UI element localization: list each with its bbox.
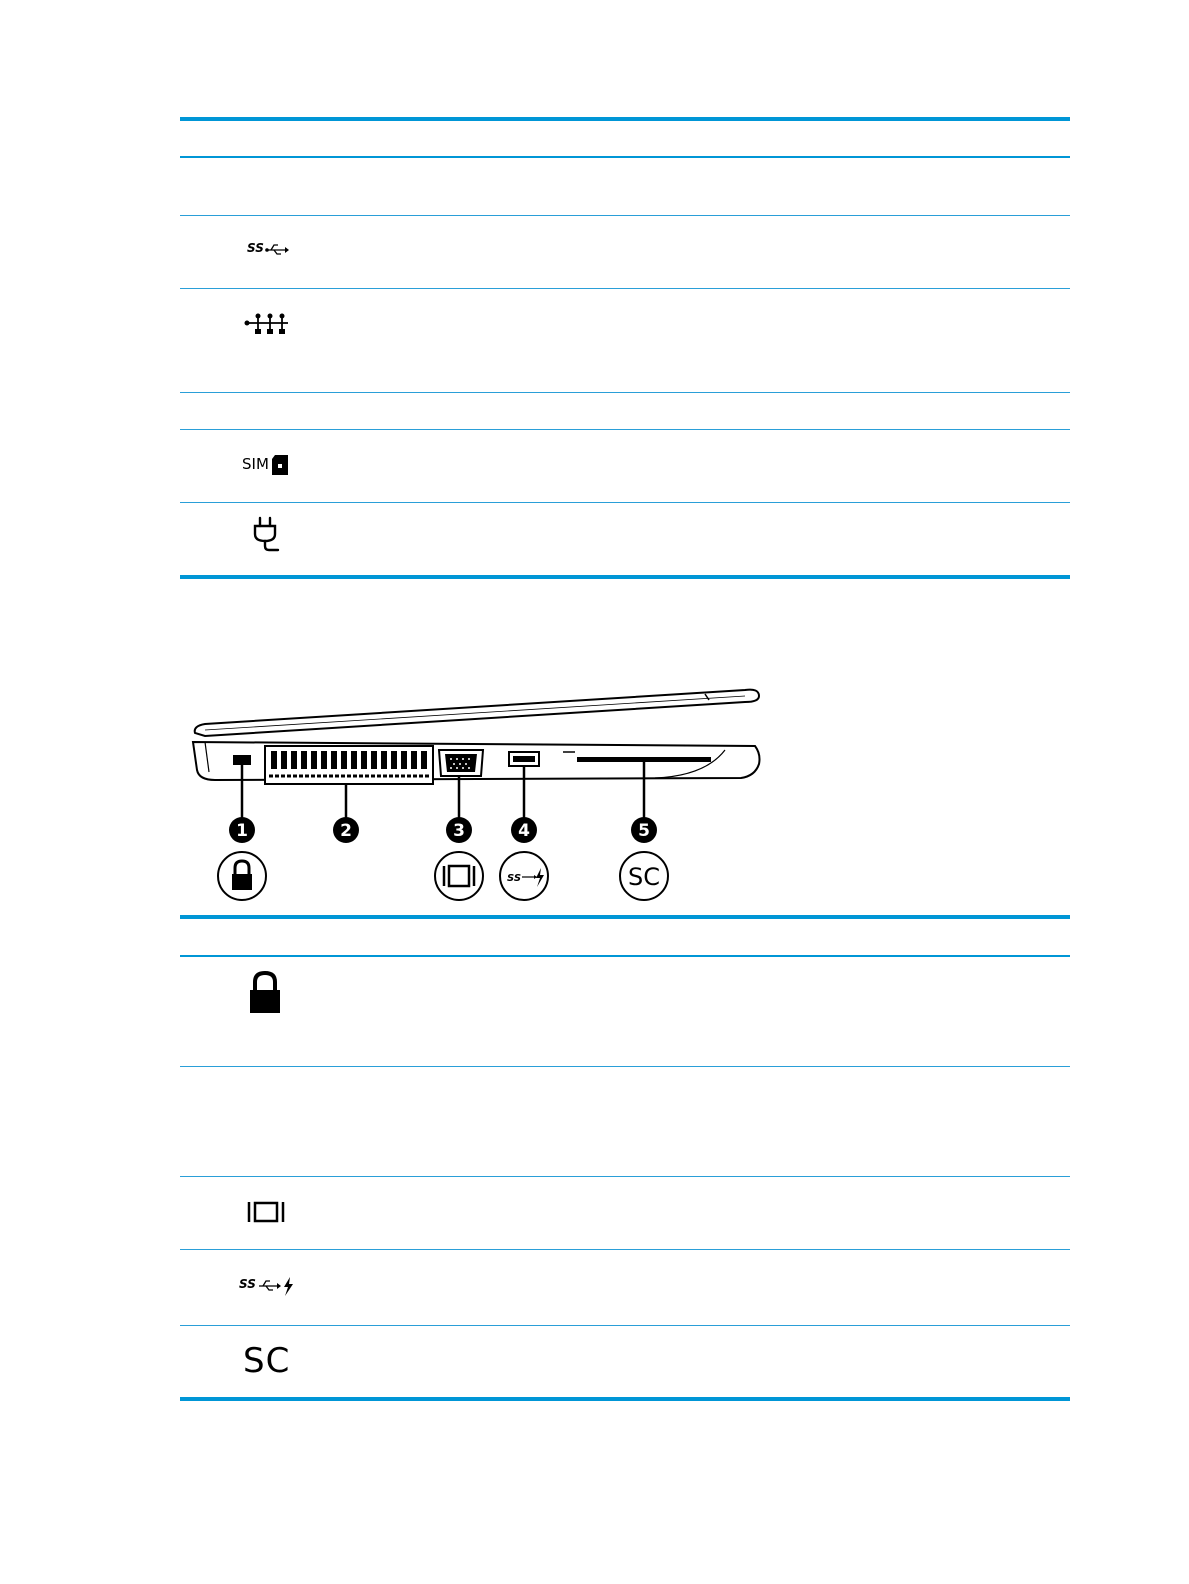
table-1-row-divider (180, 502, 1070, 503)
table-2-header-rule (180, 955, 1070, 957)
power-connector-icon (251, 516, 281, 554)
ss-label: SS (239, 1277, 256, 1291)
callout-2: 2 (340, 821, 352, 841)
table-1-row-divider (180, 288, 1070, 289)
table-2-bottom-rule (180, 1397, 1070, 1401)
table-1-bottom-rule (180, 575, 1070, 579)
laptop-left-side-illustration (185, 680, 775, 910)
ss-label: SS (507, 873, 522, 884)
table-1-row-divider (180, 215, 1070, 216)
smart-card-icon: SC (628, 863, 660, 891)
laptop-left-side-figure (185, 680, 775, 910)
usb-superspeed-charging-icon (239, 1275, 295, 1297)
sim-card-icon (242, 453, 294, 477)
table-2-row-divider (180, 1249, 1070, 1250)
table-1-row-divider (180, 392, 1070, 393)
callout-5: 5 (638, 821, 650, 841)
sim-label: SIM (242, 455, 269, 473)
table-1-header-rule (180, 156, 1070, 158)
sc-label: SC (243, 1341, 291, 1381)
rj45-network-icon (244, 313, 290, 335)
usb-superspeed-icon (247, 241, 289, 259)
table-2-row-divider (180, 1176, 1070, 1177)
table-2-row-divider (180, 1066, 1070, 1067)
security-lock-icon (248, 970, 282, 1014)
callout-4: 4 (518, 821, 530, 841)
table-2-top-rule (180, 915, 1070, 919)
callout-3: 3 (453, 821, 465, 841)
table-1-row-divider (180, 429, 1070, 430)
callout-1: 1 (236, 821, 248, 841)
smart-card-icon (243, 1341, 293, 1381)
vga-external-monitor-icon (246, 1200, 286, 1224)
table-2-row-divider (180, 1325, 1070, 1326)
table-1-top-rule (180, 117, 1070, 121)
ss-label: SS (247, 241, 264, 255)
